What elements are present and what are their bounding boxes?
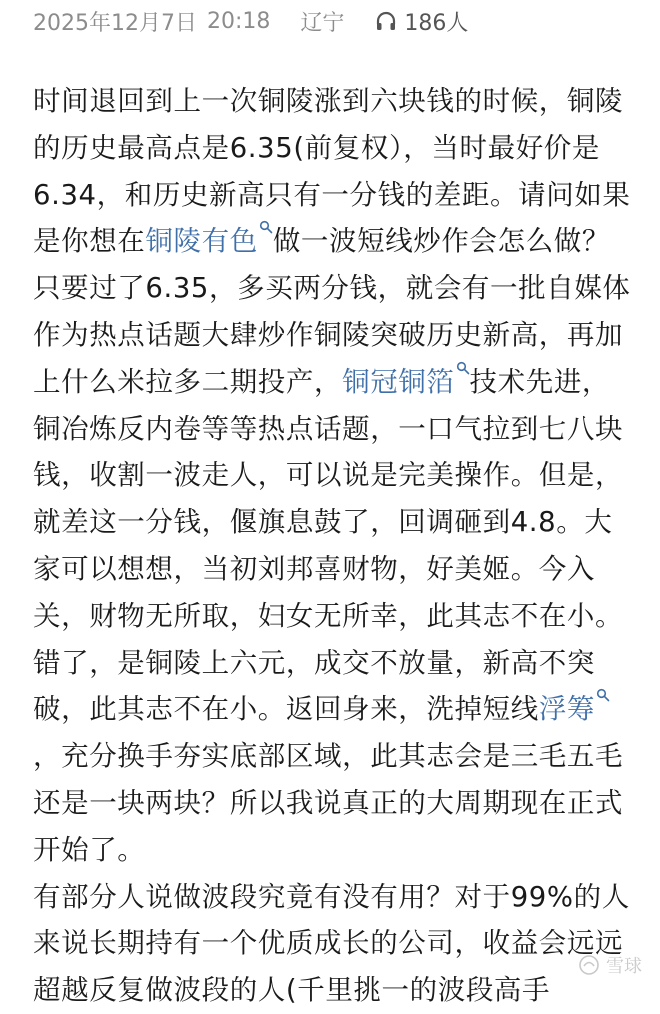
article-body xyxy=(33,78,633,1014)
listen-count: 186人 xyxy=(404,10,469,36)
article-paragraph xyxy=(33,78,633,874)
paragraph-text: ，充分换手夯实底部区域，此其志会是三毛五毛还是一块两块？所以我说真正的大周期现在正式开始了。 xyxy=(33,740,624,866)
paragraph-text: 有部分人说做波段究竟有没有用？对于99%的人来说长期持有一个优质成长的公司，收益会远远超越反复做波段的人(千里挑一的波段高手 xyxy=(33,880,630,1007)
paragraph-text: 时间退回到上一次铜陵涨到六块钱的时候，铜陵的历史最高点是6.35(前复权），当时最好价是6.34，和历史新高只有一分钱的差距。请问如果是你想在 xyxy=(33,85,631,258)
keyword-link-tongguan-copper-foil[interactable] xyxy=(342,366,469,398)
search-icon xyxy=(259,220,273,234)
article-paragraph xyxy=(33,874,633,1014)
keyword-link-label: 铜冠铜箔 xyxy=(342,365,455,398)
paragraph-text: 技术先进，铜冶炼反内卷等等热点话题，一口气拉到七八块钱，收割一波走人，可以说是完美操作。但是，就差这一分钱，偃旗息鼓了，回调砸到4.8。大家可以想想，当初刘邦喜财物，好美姬。今入关，财物无所取，妇女无所幸，此其志不在小。错了，是铜陵上六元，成交不放量，新高不突破，此其志不在小。返回身来，洗掉短线 xyxy=(33,365,624,726)
keyword-link-floating-chips[interactable] xyxy=(539,693,610,725)
publish-location: 辽宁 xyxy=(300,10,345,36)
listen-count-button[interactable] xyxy=(374,6,468,37)
keyword-link-tongling-nonferrous[interactable] xyxy=(145,225,272,257)
headphones-icon xyxy=(374,9,398,33)
watermark xyxy=(578,952,642,978)
watermark-text: 雪球 xyxy=(606,956,642,977)
article-meta-bar xyxy=(33,4,468,38)
keyword-link-label: 浮筹 xyxy=(538,693,596,726)
publish-date: 2025年12月7日 xyxy=(33,10,197,36)
search-icon xyxy=(596,688,610,702)
paragraph-text: 做一波短线炒作会怎么做？只要过了6.35，多买两分钱，就会有一批自媒体作为热点话题大肆炒作铜陵突破历史新高，再加上什么米拉多二期投产， xyxy=(33,225,631,398)
publish-time: 20:18 xyxy=(206,8,271,34)
search-icon xyxy=(456,361,470,375)
keyword-link-label: 铜陵有色 xyxy=(145,225,258,258)
snowball-logo-icon xyxy=(578,954,600,976)
